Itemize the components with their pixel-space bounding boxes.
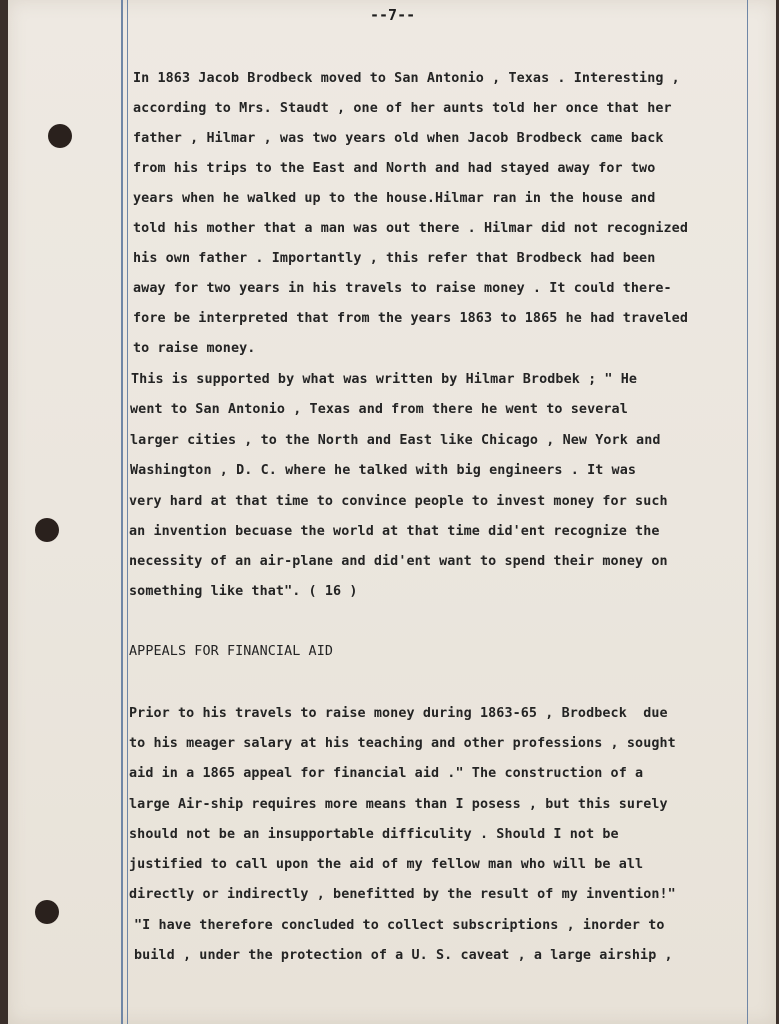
typewritten-page bbox=[8, 0, 776, 1024]
text-line: according to Mrs. Staudt , one of her aunts told her once that her bbox=[133, 101, 672, 116]
text-line: larger cities , to the North and East like Chicago , New York and bbox=[130, 433, 661, 448]
right-margin-line bbox=[747, 0, 748, 1024]
section-heading: APPEALS FOR FINANCIAL AID bbox=[129, 644, 334, 659]
text-line: justified to call upon the aid of my fellow man who will be all bbox=[129, 857, 644, 872]
punch-hole bbox=[35, 900, 59, 924]
text-line: "I have therefore concluded to collect subscriptions , inorder to bbox=[134, 918, 665, 933]
text-line: aid in a 1865 appeal for financial aid ." The construction of a bbox=[129, 766, 644, 781]
text-line: something like that". ( 16 ) bbox=[129, 584, 358, 599]
text-line: fore be interpreted that from the years 1863 to 1865 he had traveled bbox=[133, 311, 689, 326]
text-line: necessity of an air-plane and did'ent want to spend their money on bbox=[129, 554, 668, 569]
text-line: build , under the protection of a U. S. caveat , a large airship , bbox=[134, 948, 673, 963]
text-line: an invention becuase the world at that time did'ent recognize the bbox=[129, 524, 660, 539]
text-line: large Air-ship requires more means than I posess , but this surely bbox=[129, 797, 668, 812]
text-line: In 1863 Jacob Brodbeck moved to San Antonio , Texas . Interesting , bbox=[133, 71, 680, 86]
text-line: Prior to his travels to raise money during 1863-65 , Brodbeck due bbox=[129, 706, 668, 721]
text-line: to his meager salary at his teaching and other professions , sought bbox=[129, 736, 676, 751]
left-margin-line-inner bbox=[127, 0, 128, 1024]
text-line: to raise money. bbox=[133, 341, 256, 356]
text-line: his own father . Importantly , this refer that Brodbeck had been bbox=[133, 251, 656, 266]
punch-hole bbox=[48, 124, 72, 148]
text-line: directly or indirectly , benefitted by the result of my invention!" bbox=[129, 887, 676, 902]
text-line: told his mother that a man was out there . Hilmar did not recognized bbox=[133, 221, 689, 236]
text-line: Washington , D. C. where he talked with big engineers . It was bbox=[130, 463, 637, 478]
text-line: This is supported by what was written by Hilmar Brodbek ; " He bbox=[131, 372, 638, 387]
text-line: away for two years in his travels to raise money . It could there- bbox=[133, 281, 672, 296]
text-line: father , Hilmar , was two years old when Jacob Brodbeck came back bbox=[133, 131, 664, 146]
text-line: should not be an insupportable difficulity . Should I not be bbox=[129, 827, 619, 842]
body-text bbox=[8, 0, 689, 963]
left-margin-line bbox=[121, 0, 123, 1024]
page-number: --7-- bbox=[370, 6, 416, 24]
punch-hole bbox=[35, 518, 59, 542]
text-line: went to San Antonio , Texas and from there he went to several bbox=[130, 402, 628, 417]
text-line: from his trips to the East and North and had stayed away for two bbox=[133, 161, 656, 176]
text-line: very hard at that time to convince people to invest money for such bbox=[129, 494, 668, 509]
text-line: years when he walked up to the house.Hilmar ran in the house and bbox=[133, 191, 656, 206]
